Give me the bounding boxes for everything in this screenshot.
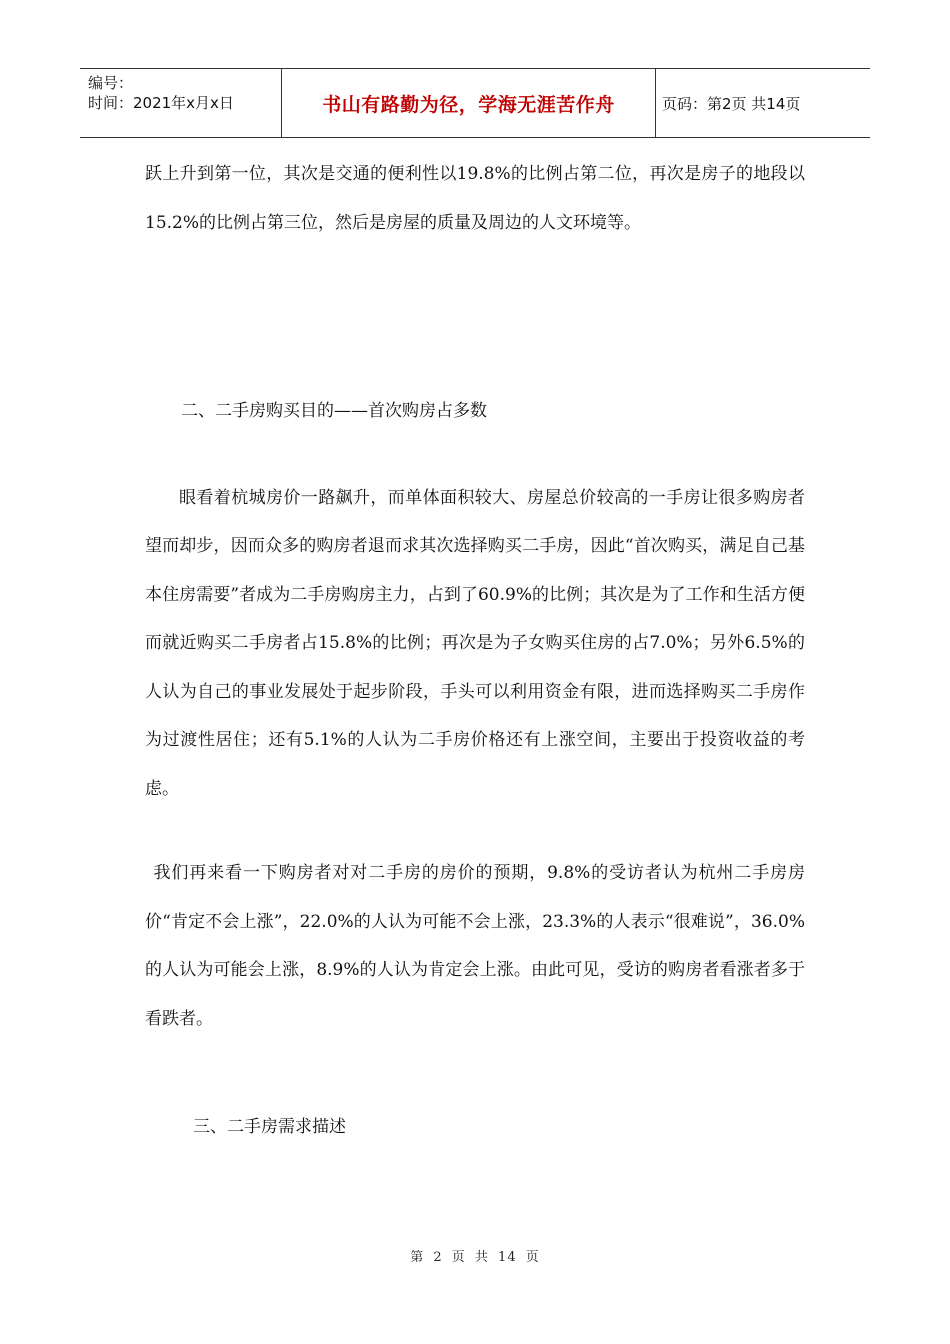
header-motto: 书山有路勤为径，学海无涯苦作舟 — [282, 69, 656, 137]
document-body — [145, 150, 805, 1152]
paragraph-price-expectation: 我们再来看一下购房者对对二手房的房价的预期，9.8%的受访者认为杭州二手房房价“肯定不会上涨”，22.0%的人认为可能不会上涨，23.3%的人表示“很难说”，36.0%的人认为可能会上涨，8.9%的人认为肯定会上涨。由此可见，受访的购房者看涨者多于看跌者。 — [145, 863, 805, 1029]
paragraph-continuation: 跃上升到第一位，其次是交通的便利性以19.8%的比例占第二位，再次是房子的地段以15.2%的比例占第三位，然后是房屋的质量及周边的人文环境等。 — [145, 164, 805, 233]
document-number-label: 编号： — [88, 74, 134, 92]
page-header — [80, 68, 870, 138]
header-page-info: 页码：第2页 共14页 — [662, 94, 801, 113]
spacer — [145, 436, 805, 474]
document-date: 时间：2021年x月x日 — [88, 94, 234, 112]
paragraph-purchase-purpose: 眼看着杭城房价一路飙升，而单体面积较大、房屋总价较高的一手房让很多购房者望而却步，因而众多的购房者退而求其次选择购买二手房，因此“首次购买，满足自己基本住房需要”者成为二手房购房主力，占到了60.9%的比例；其次是为了工作和生活方便而就近购买二手房者占15.8%的比例；再次是为子女购买住房的占7.0%；另外6.5%的人认为自己的事业发展处于起步阶段，手头可以利用资金有限，进而选择购买二手房作为过渡性居住；还有5.1%的人认为二手房价格还有上涨空间，主要出于投资收益的考虑。 — [145, 487, 805, 799]
spacer — [145, 1043, 805, 1103]
section-heading-3: 三、二手房需求描述 — [193, 1117, 346, 1137]
page-footer: 第 2 页 共 14 页 — [410, 1250, 540, 1265]
spacer — [145, 247, 805, 387]
spacer — [145, 813, 805, 849]
section-heading-2: 二、二手房购买目的——首次购房占多数 — [181, 401, 487, 421]
header-meta-cell — [80, 69, 282, 137]
